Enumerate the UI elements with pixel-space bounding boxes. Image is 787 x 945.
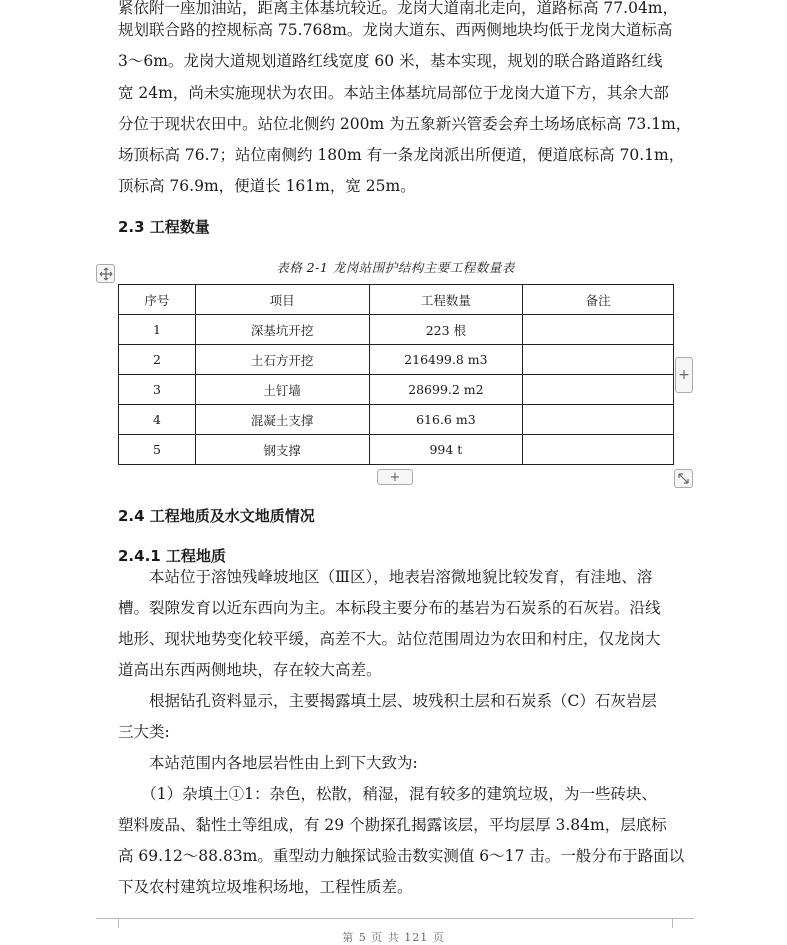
text-line: 宽 24m，尚未实施现状为农田。本站主体基坑局部位于龙岗大道下方，其余大部 (118, 84, 669, 102)
header-cell: 序号 (119, 285, 196, 315)
footer-margin-mark (672, 918, 673, 928)
text-line: 塑料废品、黏性土等组成，有 29 个勘探孔揭露该层，平均层厚 3.84m，层底标 (118, 816, 667, 834)
section-heading-2-4: 2.4 工程地质及水文地质情况 (118, 507, 315, 525)
text-line: （1）杂填土①1：杂色，松散，稍湿，混有较多的建筑垃圾，为一些砖块、 (118, 785, 657, 803)
add-column-button[interactable]: + (675, 357, 693, 393)
table-cell: 土钉墙 (195, 375, 369, 405)
text-line: 高 69.12～88.83m。重型动力触探试验击数实测值 6～17 击。一般分布于路面以 (118, 847, 685, 865)
text-line: 规划联合路的控规标高 75.768m。龙岗大道东、西两侧地块均低于龙岗大道标高 (118, 21, 673, 39)
text-line: 本站位于溶蚀残峰坡地区（Ⅲ区），地表岩溶微地貌比较发育，有洼地、溶 (118, 568, 653, 586)
quantity-table (118, 284, 674, 465)
table-caption: 表格 2-1 龙岗站围护结构主要工程数量表 (276, 260, 515, 275)
table-cell: 28699.2 m2 (369, 375, 523, 405)
table-cell (523, 375, 674, 405)
table-cell: 3 (119, 375, 196, 405)
header-cell: 工程数量 (369, 285, 523, 315)
table-cell (523, 435, 674, 465)
table-cell: 土石方开挖 (195, 345, 369, 375)
table-cell: 216499.8 m3 (369, 345, 523, 375)
table-cell: 4 (119, 405, 196, 435)
page-number: 第 5 页 共 121 页 (342, 931, 445, 944)
table-cell: 混凝土支撑 (195, 405, 369, 435)
text-line: 紧依附一座加油站，距离主体基坑较近。龙岗大道南北走向，道路标高 77.04m， (118, 0, 679, 17)
text-line: 槽。裂隙发育以近东西向为主。本标段主要分布的基岩为石炭系的石灰岩。沿线 (118, 599, 661, 617)
header-cell: 备注 (523, 285, 674, 315)
table-cell: 5 (119, 435, 196, 465)
table-cell: 深基坑开挖 (195, 315, 369, 345)
text-line: 地形、现状地势变化较平缓，高差不大。站位范围周边为农田和村庄，仅龙岗大 (118, 630, 661, 648)
text-line: 顶标高 76.9m，便道长 161m，宽 25m。 (118, 177, 416, 195)
paragraph-strata-intro: 本站范围内各地层岩性由上到下大致为: (118, 754, 418, 772)
header-cell: 项目 (195, 285, 369, 315)
text-line: 场顶标高 76.7；站位南侧约 180m 有一条龙岗派出所便道，便道底标高 70.1m， (118, 146, 685, 164)
table-cell (523, 315, 674, 345)
table-cell: 223 根 (369, 315, 523, 345)
table-move-handle[interactable] (96, 264, 115, 283)
table-row (119, 345, 674, 375)
table-cell: 2 (119, 345, 196, 375)
table-cell: 616.6 m3 (369, 405, 523, 435)
table-resize-handle[interactable] (674, 469, 693, 488)
table-cell: 994 t (369, 435, 523, 465)
footer-divider (96, 918, 694, 919)
text-line: 根据钻孔资料显示，主要揭露填土层、坡残积土层和石炭系（C）石灰岩层 (118, 692, 657, 710)
table-cell: 1 (119, 315, 196, 345)
text-line: 下及农村建筑垃圾堆积场地，工程性质差。 (118, 878, 413, 896)
table-row (119, 405, 674, 435)
text-line: 三大类: (118, 723, 170, 741)
section-heading-2-3: 2.3 工程数量 (118, 218, 210, 236)
text-line: 分位于现状农田中。站位北侧约 200m 为五象新兴管委会弃土场场底标高 73.1m， (118, 115, 692, 133)
table-cell: 钢支撑 (195, 435, 369, 465)
table-cell (523, 405, 674, 435)
footer-margin-mark (118, 918, 119, 928)
resize-icon (677, 472, 690, 485)
add-row-button[interactable]: + (377, 469, 413, 485)
text-line: 道高出东西两侧地块，存在较大高差。 (118, 661, 382, 679)
table-row (119, 315, 674, 345)
table-row (119, 375, 674, 405)
move-icon (99, 267, 113, 281)
subsection-heading-2-4-1: 2.4.1 工程地质 (118, 547, 226, 565)
table-header-row (119, 285, 674, 315)
text-line: 3～6m。龙岗大道规划道路红线宽度 60 米，基本实现，规划的联合路道路红线 (118, 52, 663, 70)
table-cell (523, 345, 674, 375)
table-row (119, 435, 674, 465)
